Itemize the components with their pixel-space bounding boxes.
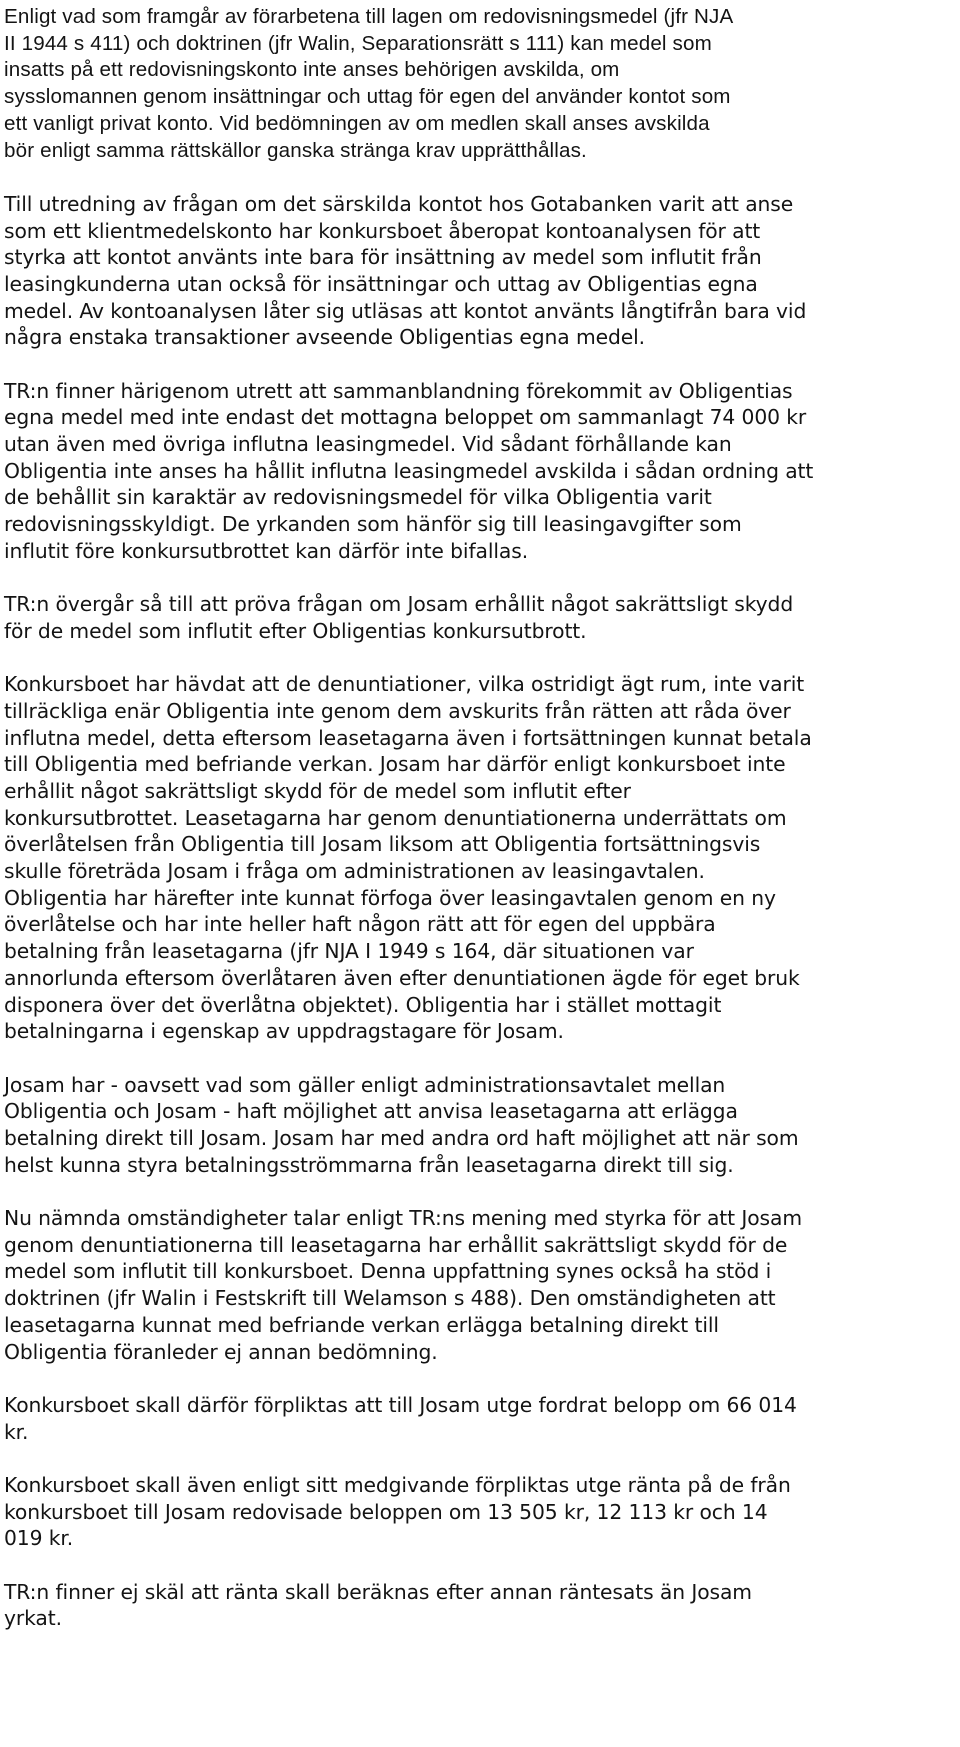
text-line: Konkursboet har hävdat att de denuntiationer, vilka ostridigt ägt rum, inte varit xyxy=(4,672,805,697)
text-line: TR:n finner ej skäl att ränta skall beräknas efter annan räntesats än Josam xyxy=(4,1579,752,1604)
paragraph xyxy=(4,1472,960,1552)
text-line: betalningarna i egenskap av uppdragstagare för Josam. xyxy=(4,1019,564,1044)
text-line: doktrinen (jfr Walin i Festskrift till Welamson s 488). Den omständigheten att xyxy=(4,1286,776,1311)
text-line: leasetagarna kunnat med befriande verkan erlägga betalning direkt till xyxy=(4,1312,719,1337)
text-line: genom denuntiationerna till leasetagarna har erhållit sakrättsligt skydd för de xyxy=(4,1232,788,1257)
text-line: Konkursboet skall därför förpliktas att till Josam utge fordrat belopp om 66 014 xyxy=(4,1392,797,1417)
text-line: bör enligt samma rättskällor ganska stränga krav upprätthållas. xyxy=(4,138,587,162)
text-line: utan även med övriga influtna leasingmedel. Vid sådant förhållande kan xyxy=(4,432,732,457)
text-line: egna medel med inte endast det mottagna beloppet om sammanlagt 74 000 kr xyxy=(4,405,807,430)
text-line: Obligentia inte anses ha hållit influtna leasingmedel avskilda i sådan ordning att xyxy=(4,458,814,483)
text-line: Josam har - oavsett vad som gäller enligt administrationsavtalet mellan xyxy=(4,1072,726,1097)
paragraph xyxy=(4,4,960,164)
paragraph-gap xyxy=(4,1178,960,1205)
paragraph xyxy=(4,591,960,644)
text-line: de behållit sin karaktär av redovisningsmedel för vilka Obligentia varit xyxy=(4,485,712,510)
text-line: konkursutbrottet. Leasetagarna har genom denuntiationerna underrättats om xyxy=(4,805,787,830)
text-line: disponera över det överlåtna objektet). Obligentia har i stället mottagit xyxy=(4,992,722,1017)
text-line: kr. xyxy=(4,1419,29,1444)
text-line: TR:n övergår så till att pröva frågan om Josam erhållit något sakrättsligt skydd xyxy=(4,592,794,617)
text-line: som ett klientmedelskonto har konkursboet åberopat kontoanalysen för att xyxy=(4,218,761,243)
text-line: Till utredning av frågan om det särskilda kontot hos Gotabanken varit att anse xyxy=(4,191,794,216)
paragraph xyxy=(4,1579,960,1632)
paragraph-gap xyxy=(4,565,960,592)
text-line: influtit före konkursutbrottet kan därför inte bifallas. xyxy=(4,538,529,563)
text-line: några enstaka transaktioner avseende Obligentias egna medel. xyxy=(4,325,646,350)
text-line: konkursboet till Josam redovisade beloppen om 13 505 kr, 12 113 kr och 14 xyxy=(4,1499,768,1524)
paragraph-gap xyxy=(4,1445,960,1472)
text-line: tillräckliga enär Obligentia inte genom dem avskurits från rätten att råda över xyxy=(4,698,791,723)
text-line: överlåtelse och har inte heller haft någon rätt att för egen del uppbära xyxy=(4,912,716,937)
text-line: Obligentia har härefter inte kunnat förfoga över leasingavtalen genom en ny xyxy=(4,885,776,910)
text-line: 019 kr. xyxy=(4,1526,74,1551)
text-line: redovisningsskyldigt. De yrkanden som hänför sig till leasingavgifter som xyxy=(4,512,742,537)
text-line: insatts på ett redovisningskonto inte anses behörigen avskilda, om xyxy=(4,58,620,82)
text-line: II 1944 s 411) och doktrinen (jfr Walin, Separationsrätt s 111) kan medel som xyxy=(4,31,712,55)
text-line: annorlunda eftersom överlåtaren även efter denuntiationen ägde för eget bruk xyxy=(4,965,800,990)
text-line: Obligentia föranleder ej annan bedömning. xyxy=(4,1339,438,1364)
text-line: betalning från leasetagarna (jfr NJA I 1949 s 164, där situationen var xyxy=(4,939,694,964)
text-line: influtna medel, detta eftersom leasetagarna även i fortsättningen kunnat betala xyxy=(4,725,812,750)
paragraph-gap xyxy=(4,645,960,672)
text-line: Enligt vad som framgår av förarbetena till lagen om redovisningsmedel (jfr NJA xyxy=(4,5,734,28)
paragraph-gap xyxy=(4,351,960,378)
text-line: styrka att kontot använts inte bara för insättning av medel som influtit från xyxy=(4,245,762,270)
text-line: betalning direkt till Josam. Josam har med andra ord haft möjlighet att när som xyxy=(4,1125,799,1150)
paragraph-gap xyxy=(4,1365,960,1392)
paragraph-gap xyxy=(4,1552,960,1579)
paragraph xyxy=(4,378,960,565)
text-line: Nu nämnda omständigheter talar enligt TR:ns mening med styrka för att Josam xyxy=(4,1205,802,1230)
text-line: helst kunna styra betalningsströmmarna från leasetagarna direkt till sig. xyxy=(4,1152,734,1177)
text-line: erhållit något sakrättsligt skydd för de medel som influtit efter xyxy=(4,778,631,803)
paragraph-gap xyxy=(4,164,960,191)
text-line: medel. Av kontoanalysen låter sig utläsas att kontot använts långtifrån bara vid xyxy=(4,298,807,323)
text-line: Konkursboet skall även enligt sitt medgivande förpliktas utge ränta på de från xyxy=(4,1472,791,1497)
paragraph xyxy=(4,1072,960,1179)
paragraph xyxy=(4,671,960,1045)
text-line: för de medel som influtit efter Obligentias konkursutbrott. xyxy=(4,618,587,643)
text-line: TR:n finner härigenom utrett att sammanblandning förekommit av Obligentias xyxy=(4,378,793,403)
text-line: Obligentia och Josam - haft möjlighet att anvisa leasetagarna att erlägga xyxy=(4,1099,738,1124)
paragraph xyxy=(4,1392,960,1445)
text-line: yrkat. xyxy=(4,1606,62,1631)
text-line: överlåtelsen från Obligentia till Josam liksom att Obligentia fortsättningsvis xyxy=(4,832,761,857)
text-line: leasingkunderna utan också för insättningar och uttag av Obligentias egna xyxy=(4,271,758,296)
paragraph-gap xyxy=(4,1045,960,1072)
text-line: skulle företräda Josam i fråga om administrationen av leasingavtalen. xyxy=(4,859,705,884)
paragraph xyxy=(4,191,960,351)
text-line: till Obligentia med befriande verkan. Josam har därför enligt konkursboet inte xyxy=(4,752,786,777)
text-line: sysslomannen genom insättningar och uttag för egen del använder kontot som xyxy=(4,85,731,109)
paragraph xyxy=(4,1205,960,1365)
text-line: ett vanligt privat konto. Vid bedömningen av om medlen skall anses avskilda xyxy=(4,111,710,135)
text-line: medel som influtit till konkursboet. Denna uppfattning synes också ha stöd i xyxy=(4,1259,772,1284)
